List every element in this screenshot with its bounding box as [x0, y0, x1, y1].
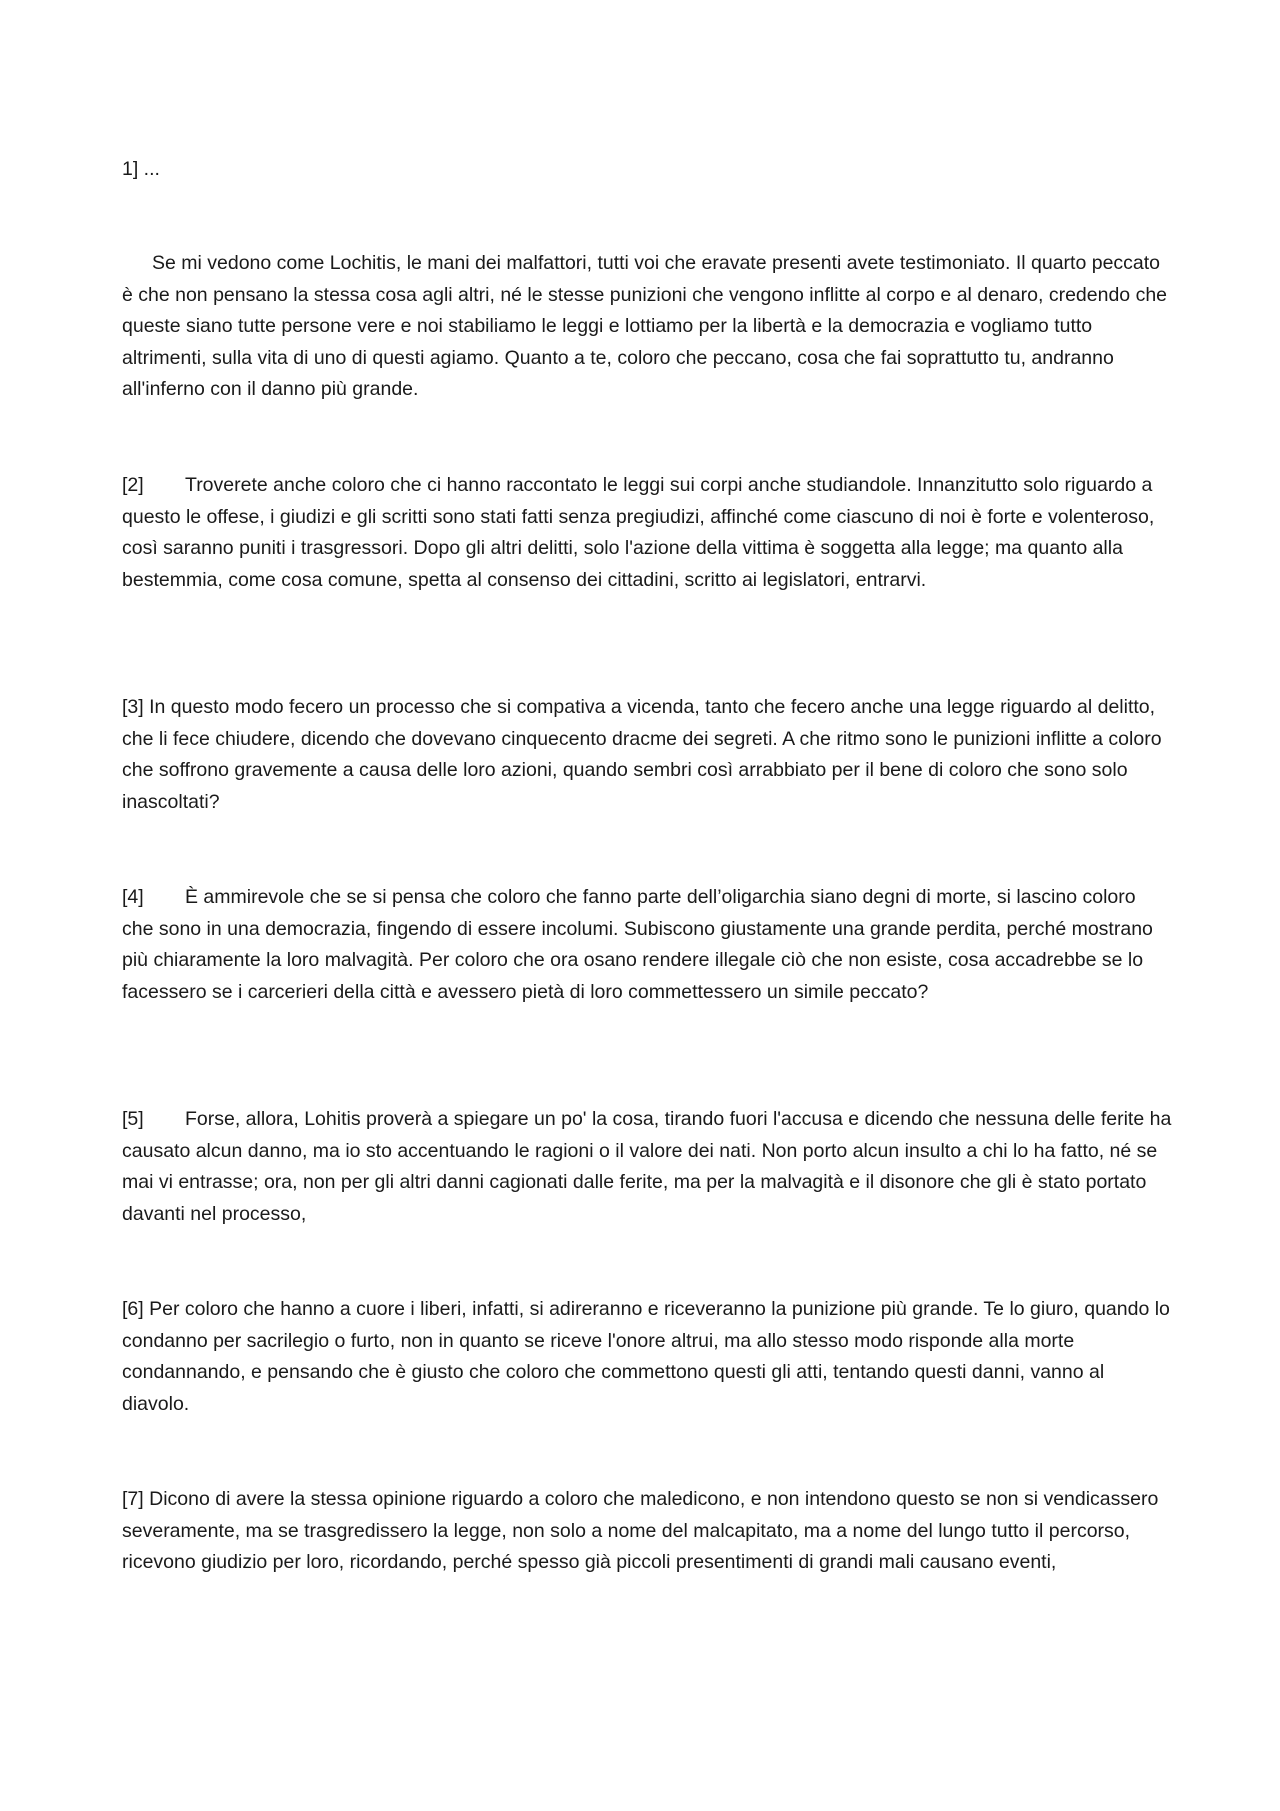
- paragraph-2-number: [2]: [122, 474, 144, 496]
- paragraph-1-text: Se mi vedono come Lochitis, le mani dei malfattori, tutti voi che eravate presenti avete testimoniato. Il quarto peccato è che non pensano la stessa cosa agli altri, né le stesse punizioni che vengono inflitte al corpo e al denaro, credendo che queste siano tutte persone vere e noi stabiliamo le leggi e lottiamo per la libertà e la democrazia e vogliamo tutto altrimenti, sulla vita di uno di questi agiamo. Quanto a te, coloro che peccano, cosa che fai soprattutto tu, andranno all'inferno con il danno più grande.: [122, 252, 1168, 400]
- paragraph-7: [122, 1484, 1172, 1579]
- paragraph-4: [122, 882, 1172, 1008]
- paragraph-7-number: [7]: [122, 1488, 144, 1510]
- paragraph-6-number: [6]: [122, 1298, 144, 1320]
- paragraph-4-text: È ammirevole che se si pensa che coloro che fanno parte dell’oligarchia siano degni di morte, si lascino coloro che sono in una democrazia, fingendo di essere incolumi. Subiscono giustamente una grande perdita, perché mostrano più chiaramente la loro malvagità. Per coloro che ora osano rendere illegale ciò che non esiste, cosa accadrebbe se lo facessero se i carcerieri della città e avessero pietà di loro commettessero un simile peccato?: [122, 886, 1153, 1003]
- paragraph-1: [122, 248, 1172, 406]
- paragraph-3: [122, 692, 1172, 818]
- paragraph-5-text: Forse, allora, Lohitis proverà a spiegare un po' la cosa, tirando fuori l'accusa e dicendo che nessuna delle ferite ha causato alcun danno, ma io sto accentuando le ragioni o il valore dei nati. Non porto alcun insulto a chi lo ha fatto, né se mai vi entrasse; ora, non per gli altri danni cagionati dalle ferite, ma per la malvagità e il disonore che gli è stato portato davanti nel processo,: [122, 1108, 1172, 1225]
- paragraph-3-text: In questo modo fecero un processo che si compativa a vicenda, tanto che fecero anche una legge riguardo al delitto, che li fece chiudere, dicendo che dovevano cinquecento dracme dei segreti. A che ritmo sono le punizioni inflitte a coloro che soffrono gravemente a causa delle loro azioni, quando sembri così arrabbiato per il bene di coloro che sono solo inascoltati?: [122, 696, 1162, 813]
- paragraph-3-number: [3]: [122, 696, 144, 718]
- page-heading: 1] ...: [122, 158, 160, 180]
- paragraph-2: [122, 470, 1172, 596]
- paragraph-5-number: [5]: [122, 1108, 144, 1130]
- paragraph-6-text: Per coloro che hanno a cuore i liberi, infatti, si adireranno e riceveranno la punizione più grande. Te lo giuro, quando lo condanno per sacrilegio o furto, non in quanto se riceve l'onore altrui, ma allo stesso modo risponde alla morte condannando, e pensando che è giusto che coloro che commettono questi gli atti, tentando questi danni, vanno al diavolo.: [122, 1298, 1170, 1415]
- paragraph-5: [122, 1104, 1172, 1230]
- paragraph-2-text: Troverete anche coloro che ci hanno raccontato le leggi sui corpi anche studiandole. Innanzitutto solo riguardo a questo le offese, i giudizi e gli scritti sono stati fatti senza pregiudizi, affinché come ciascuno di noi è forte e volenteroso, così saranno puniti i trasgressori. Dopo gli altri delitti, solo l'azione della vittima è soggetta alla legge; ma quanto alla bestemmia, come cosa comune, spetta al consenso dei cittadini, scritto ai legislatori, entrarvi.: [122, 474, 1155, 591]
- paragraph-4-number: [4]: [122, 886, 144, 908]
- paragraph-6: [122, 1294, 1172, 1420]
- paragraph-7-text: Dicono di avere la stessa opinione riguardo a coloro che maledicono, e non intendono questo se non si vendicassero severamente, ma se trasgredissero la legge, non solo a nome del malcapitato, ma a nome del lungo tutto il percorso, ricevono giudizio per loro, ricordando, perché spesso già piccoli presentimenti di grandi mali causano eventi,: [122, 1488, 1159, 1573]
